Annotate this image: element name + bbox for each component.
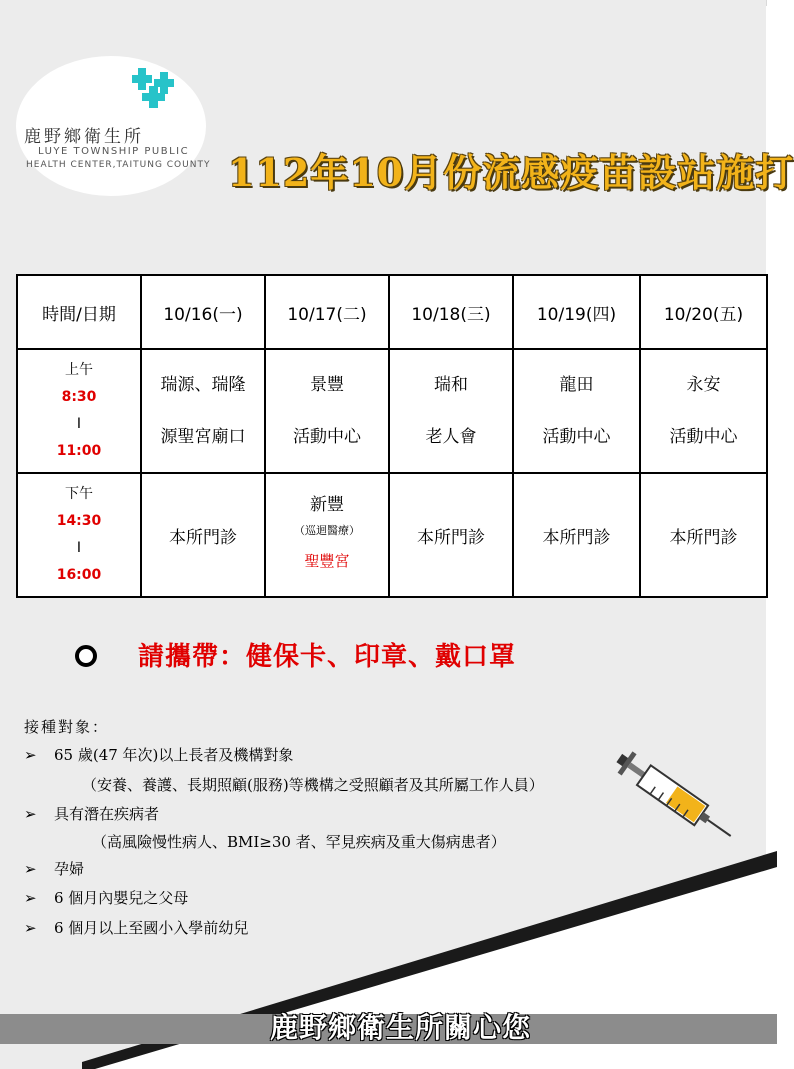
- page-title: 112年10月份流感疫苗設站施打: [228, 150, 794, 195]
- schedule-cell: 本所門診: [141, 473, 265, 597]
- afternoon-label: 下午: [65, 486, 93, 502]
- eligibility-item-text: 6 個月內嬰兒之父母: [54, 889, 189, 907]
- location-venue: 聖豐宮: [304, 552, 350, 570]
- bring-items-notice: 請攜帶：健保卡、印章、戴口罩: [138, 642, 517, 672]
- location-venue: 活動中心: [542, 427, 611, 447]
- arrow-bullet-icon: ➢: [24, 805, 37, 823]
- time-separator: I: [76, 540, 82, 556]
- schedule-cell: 本所門診: [640, 473, 767, 597]
- location-village: 龍田: [559, 375, 594, 395]
- location-village: 瑞源、瑞隆: [160, 375, 246, 395]
- location-village: 景豐: [310, 375, 344, 395]
- location-venue: 老人會: [425, 427, 477, 447]
- header-cell-date: 10/20(五): [640, 275, 767, 349]
- morning-end-time: 11:00: [56, 443, 102, 459]
- header-cell-time: 時間/日期: [17, 275, 141, 349]
- arrow-bullet-icon: ➢: [24, 860, 37, 878]
- eligibility-item-text: 孕婦: [54, 860, 85, 878]
- logo-english-line2: HEALTH CENTER,TAITUNG COUNTY: [26, 160, 211, 170]
- logo-name: 鹿野鄉衛生所: [24, 127, 144, 147]
- eligibility-title: 接種對象：: [24, 718, 110, 736]
- header-cell-date: 10/16(一): [141, 275, 265, 349]
- eligibility-item-text: 65 歲(47 年次)以上長者及機構對象: [54, 746, 294, 764]
- time-separator: I: [76, 416, 82, 432]
- header-cell-date: 10/17(二): [265, 275, 389, 349]
- morning-label: 上午: [65, 362, 93, 378]
- schedule-cell: 本所門診: [389, 473, 513, 597]
- schedule-cell: 本所門診: [513, 473, 640, 597]
- arrow-bullet-icon: ➢: [24, 889, 37, 907]
- logo-english-line1: LUYE TOWNSHIP PUBLIC: [38, 146, 190, 157]
- location-note: （巡迴醫療）: [294, 524, 360, 537]
- location-village: 新豐: [310, 495, 344, 515]
- header-cell-date: 10/18(三): [389, 275, 513, 349]
- eligibility-item-text: 具有潛在疾病者: [54, 805, 160, 823]
- arrow-bullet-icon: ➢: [24, 746, 37, 764]
- header-cell-date: 10/19(四): [513, 275, 640, 349]
- morning-start-time: 8:30: [61, 389, 97, 405]
- location-village: 永安: [686, 375, 721, 395]
- location-venue: 源聖宮廟口: [160, 427, 246, 447]
- location-venue: 活動中心: [293, 427, 361, 447]
- eligibility-item-detail: （安養、養護、長期照顧(服務)等機構之受照顧者及其所屬工作人員）: [82, 776, 544, 794]
- afternoon-end-time: 16:00: [56, 567, 102, 583]
- footer-slogan: 鹿野鄉衛生所關心您: [270, 1011, 532, 1044]
- arrow-bullet-icon: ➢: [24, 919, 37, 937]
- afternoon-start-time: 14:30: [56, 513, 102, 529]
- location-venue: 活動中心: [669, 427, 738, 447]
- eligibility-item-detail: （高風險慢性病人、BMI≥30 者、罕見疾病及重大傷病患者）: [92, 833, 506, 851]
- location-village: 瑞和: [434, 375, 468, 395]
- eligibility-item-text: 6 個月以上至國小入學前幼兒: [54, 919, 249, 937]
